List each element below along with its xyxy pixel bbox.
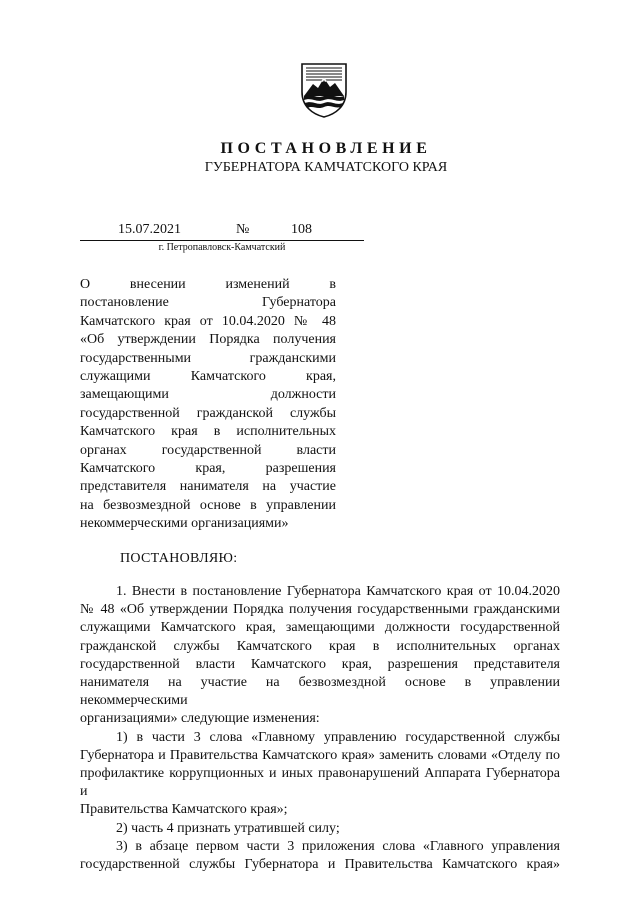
subject-line: постановление Губернатора: [80, 295, 336, 311]
body-line: профилактике коррупционных и иных правонарушений Аппарата Губернатора и: [80, 766, 560, 800]
subject-line: государственными гражданскими: [80, 350, 336, 366]
number-sign: №: [236, 222, 250, 237]
subject-line: органах государственной власти: [80, 442, 336, 458]
date-number-line: [80, 222, 364, 241]
subject-line: Камчатского края в исполнительных: [80, 424, 336, 440]
body-line: организациями» следующие изменения:: [80, 711, 320, 727]
decree-word: ПОСТАНОВЛЯЮ:: [120, 551, 238, 566]
document-number: 108: [291, 222, 312, 237]
body-line: 1. Внести в постановление Губернатора Камчатского края от 10.04.2020: [116, 584, 560, 599]
subject-line: замещающими должности: [80, 387, 336, 403]
body-line: государственной службы Губернатора и Правительства Камчатского края»: [80, 857, 560, 873]
body-line: 3) в абзаце первом части 3 приложения слова «Главного управления: [116, 838, 560, 854]
document-issuer: ГУБЕРНАТОРА КАМЧАТСКОГО КРАЯ: [204, 160, 448, 175]
body-line: 2) часть 4 признать утратившей силу;: [116, 820, 340, 836]
subject-line: представителя нанимателя на участие: [80, 479, 336, 495]
document-title: ПОСТАНОВЛЕНИЕ: [220, 140, 432, 157]
body-line: Губернатора и Правительства Камчатского края» заменить словами «Отделу по: [80, 747, 560, 763]
body-line: служащими Камчатского края, замещающими должности государственной: [80, 620, 560, 636]
document-city: г. Петропавловск-Камчатский: [158, 242, 286, 253]
body-line: Правительства Камчатского края»;: [80, 802, 288, 818]
body-line: гражданской службы Камчатского края в исполнительных органах: [80, 638, 560, 654]
subject-line: государственной гражданской службы: [80, 405, 336, 421]
document-subject: [80, 276, 336, 534]
body-line: нанимателя на участие на безвозмездной основе в управлении некоммерческими: [80, 675, 560, 709]
subject-line: О внесении изменений в: [80, 277, 336, 292]
document-date: 15.07.2021: [118, 222, 181, 237]
body-line: № 48 «Об утверждении Порядка получения государственными гражданскими: [80, 602, 560, 618]
kamchatka-coat-of-arms-icon: [300, 62, 348, 118]
subject-line: служащими Камчатского края,: [80, 369, 336, 385]
subject-line: «Об утверждении Порядка получения: [80, 332, 336, 348]
subject-line: Камчатского края, разрешения: [80, 461, 336, 477]
subject-line: на безвозмездной основе в управлении: [80, 497, 336, 513]
subject-line: некоммерческими организациями»: [80, 516, 289, 532]
body-line: государственной власти Камчатского края, разрешения представителя: [80, 656, 560, 672]
body-line: 1) в части 3 слова «Главному управлению государственной службы: [116, 729, 560, 745]
subject-line: Камчатского края от 10.04.2020 № 48: [80, 313, 336, 329]
document-body: [80, 583, 560, 874]
